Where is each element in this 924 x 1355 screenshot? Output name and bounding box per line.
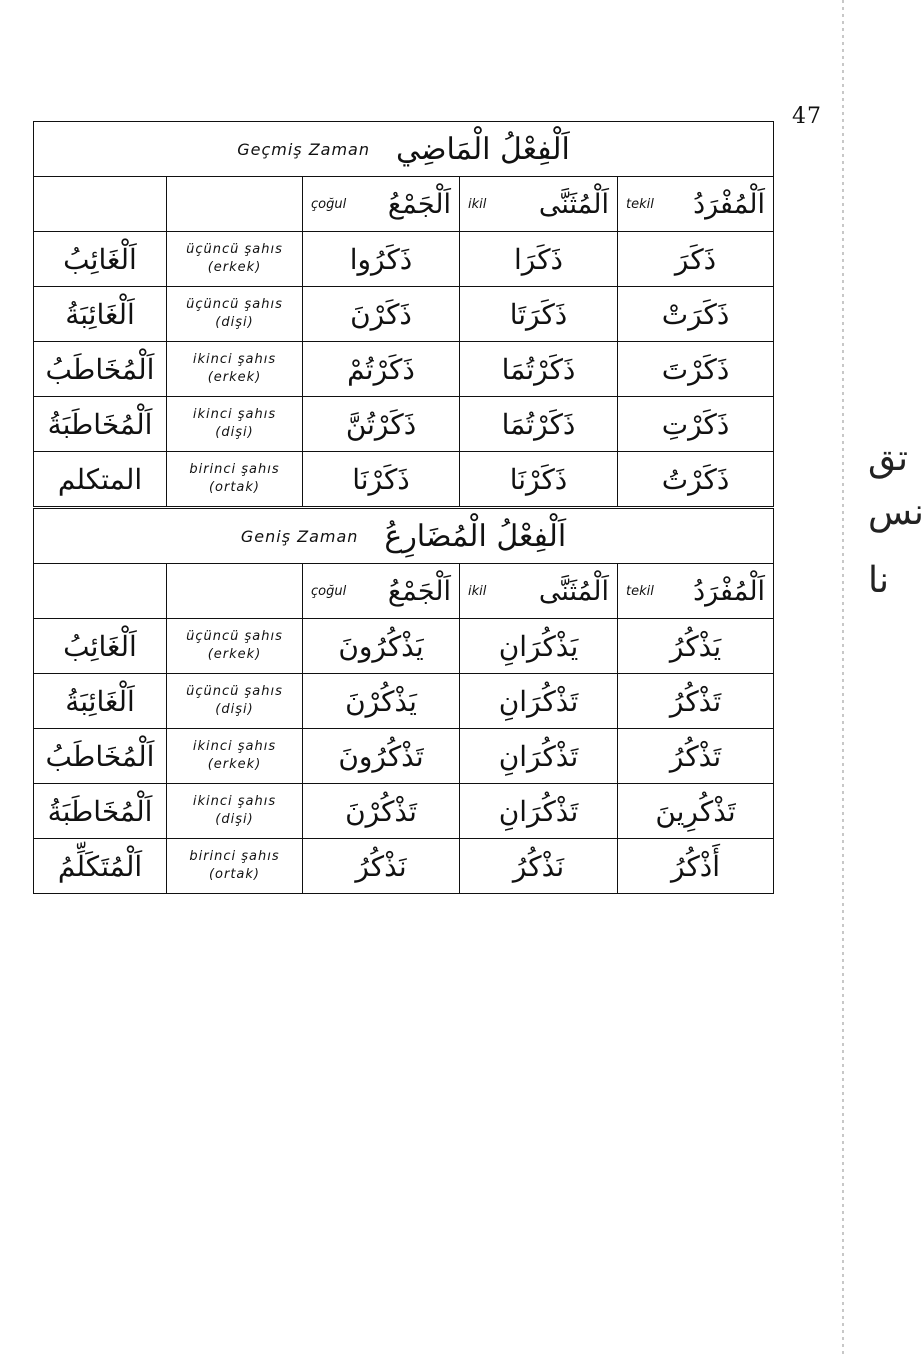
dual-form: تَذْكُرَانِ (460, 674, 618, 729)
singular-form: ذَكَرَ (618, 232, 774, 287)
header-dual: ikil اَلْمُثَنَّى (460, 177, 618, 232)
table-title-row (34, 122, 774, 177)
singular-form: ذَكَرْتَ (618, 342, 774, 397)
pronoun-cell: اَلْمُخَاطَبَةُ (34, 397, 167, 452)
margin-mark: نس (868, 492, 924, 533)
table-title-arabic: اَلْفِعْلُ الْمُضَارِعُ (384, 518, 567, 554)
singular-form: ذَكَرْتِ (618, 397, 774, 452)
singular-form: يَذْكُرُ (618, 619, 774, 674)
person-cell: ikinci şahıs (dişi) (167, 784, 303, 839)
table-row (34, 619, 774, 674)
dual-form: ذَكَرْتُمَا (460, 342, 618, 397)
person-cell: birinci şahıs (ortak) (167, 452, 303, 507)
table-row (34, 232, 774, 287)
plural-form: ذَكَرْتُنَّ (303, 397, 460, 452)
plural-form: ذَكَرْتُمْ (303, 342, 460, 397)
table-title-arabic: اَلْفِعْلُ الْمَاضِي (396, 131, 570, 167)
header-singular: tekil اَلْمُفْرَدُ (618, 564, 774, 619)
pronoun-cell: اَلْغَائِبُ (34, 232, 167, 287)
header-dual: ikil اَلْمُثَنَّى (460, 564, 618, 619)
dual-form: تَذْكُرَانِ (460, 729, 618, 784)
header-row (34, 564, 774, 619)
plural-form: يَذْكُرُونَ (303, 619, 460, 674)
table-title-latin: Geçmiş Zaman (237, 139, 370, 159)
singular-form: أَذْكُرُ (618, 839, 774, 894)
pronoun-cell: اَلْغَائِبَةُ (34, 674, 167, 729)
pronoun-cell: اَلْغَائِبُ (34, 619, 167, 674)
singular-form: تَذْكُرِينَ (618, 784, 774, 839)
plural-form: تَذْكُرْنَ (303, 784, 460, 839)
person-cell: ikinci şahıs (dişi) (167, 397, 303, 452)
table-row (34, 342, 774, 397)
person-cell: üçüncü şahıs (dişi) (167, 674, 303, 729)
present-tense-table (33, 508, 774, 894)
singular-form: تَذْكُرُ (618, 674, 774, 729)
dual-form: ذَكَرَا (460, 232, 618, 287)
table-row (34, 674, 774, 729)
plural-form: يَذْكُرْنَ (303, 674, 460, 729)
table-title-latin: Geniş Zaman (240, 526, 359, 546)
page-number: 47 (792, 104, 822, 129)
pronoun-cell: اَلْمُخَاطَبُ (34, 342, 167, 397)
table-row (34, 784, 774, 839)
header-singular: tekil اَلْمُفْرَدُ (618, 177, 774, 232)
singular-form: تَذْكُرُ (618, 729, 774, 784)
person-cell: üçüncü şahıs (erkek) (167, 232, 303, 287)
person-cell: ikinci şahıs (erkek) (167, 729, 303, 784)
singular-form: ذَكَرْتُ (618, 452, 774, 507)
plural-form: تَذْكُرُونَ (303, 729, 460, 784)
pronoun-cell: اَلْغَائِبَةُ (34, 287, 167, 342)
table-row (34, 839, 774, 894)
margin-mark: نا (868, 560, 889, 601)
pronoun-cell: اَلْمُتَكَلِّمُ (34, 839, 167, 894)
table-row (34, 397, 774, 452)
dual-form: ذَكَرْتُمَا (460, 397, 618, 452)
margin-mark: تق (868, 438, 909, 479)
table-row (34, 452, 774, 507)
plural-form: نَذْكُرُ (303, 839, 460, 894)
person-cell: üçüncü şahıs (erkek) (167, 619, 303, 674)
table-title-row (34, 509, 774, 564)
table-row (34, 729, 774, 784)
dual-form: يَذْكُرَانِ (460, 619, 618, 674)
plural-form: ذَكَرْنَ (303, 287, 460, 342)
dual-form: نَذْكُرُ (460, 839, 618, 894)
plural-form: ذَكَرْنَا (303, 452, 460, 507)
header-plural: çoğul اَلْجَمْعُ (303, 177, 460, 232)
past-tense-table (33, 121, 774, 507)
dual-form: ذَكَرَتَا (460, 287, 618, 342)
header-plural: çoğul اَلْجَمْعُ (303, 564, 460, 619)
singular-form: ذَكَرَتْ (618, 287, 774, 342)
dual-form: تَذْكُرَانِ (460, 784, 618, 839)
pronoun-cell: اَلْمُخَاطَبَةُ (34, 784, 167, 839)
dual-form: ذَكَرْنَا (460, 452, 618, 507)
pronoun-cell: المتكلم (34, 452, 167, 507)
header-row (34, 177, 774, 232)
pronoun-cell: اَلْمُخَاطَبُ (34, 729, 167, 784)
person-cell: birinci şahıs (ortak) (167, 839, 303, 894)
person-cell: ikinci şahıs (erkek) (167, 342, 303, 397)
table-row (34, 287, 774, 342)
page-edge-line (842, 0, 844, 1355)
plural-form: ذَكَرُوا (303, 232, 460, 287)
person-cell: üçüncü şahıs (dişi) (167, 287, 303, 342)
